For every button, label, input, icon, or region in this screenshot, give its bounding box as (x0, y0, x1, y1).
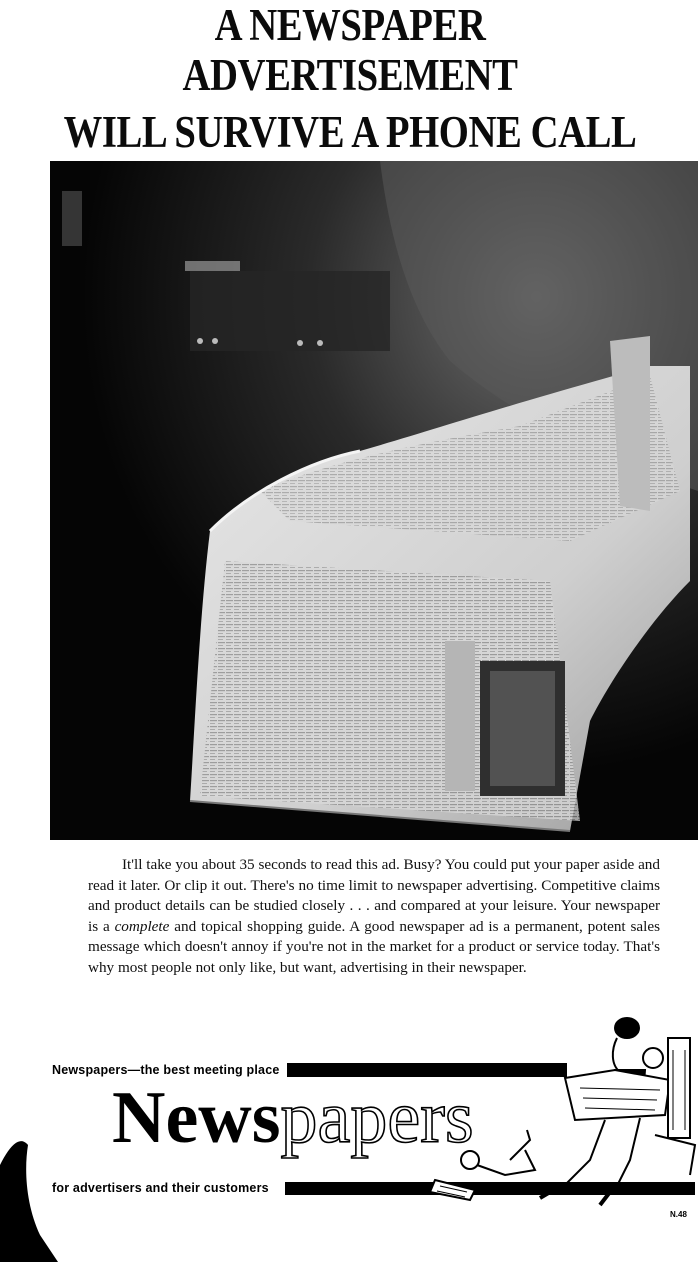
body-paragraph (88, 855, 660, 979)
body-copy (88, 855, 660, 979)
headline-line-1: A NEWSPAPER ADVERTISEMENT (182, 0, 518, 100)
newspaper-photo (50, 161, 698, 840)
ad-code: N.48 (670, 1210, 687, 1219)
wordmark-outline: papers (280, 1077, 474, 1159)
slogan-top: Newspapers—the best meeting place (52, 1063, 280, 1077)
headline-line-2: WILL SURVIVE A PHONE CALL (63, 107, 637, 157)
corner-ink-shape (0, 1125, 58, 1262)
slogan-bottom: for advertisers and their customers (52, 1181, 269, 1195)
family-reading-newspaper-illustration (415, 1010, 700, 1220)
body-text-italic: complete (114, 917, 170, 935)
body-text-2: and topical shopping guide. A good newspaper ad is a permanent, potent sales message which doesn't annoy if you're not in the market for a product or service today. That's why most people not only like, but want, advertising in their newspaper. (88, 917, 660, 976)
wordmark-solid: News (112, 1077, 281, 1159)
body-text-1: It'll take you about 35 seconds to read this ad. Busy? You could put your paper aside and read it later. Or clip it out. There's no time limit to newspaper advertising. Competitive claims and product details can be studied closely . . . and compared at your leisure. Your newspaper is a (88, 856, 660, 935)
